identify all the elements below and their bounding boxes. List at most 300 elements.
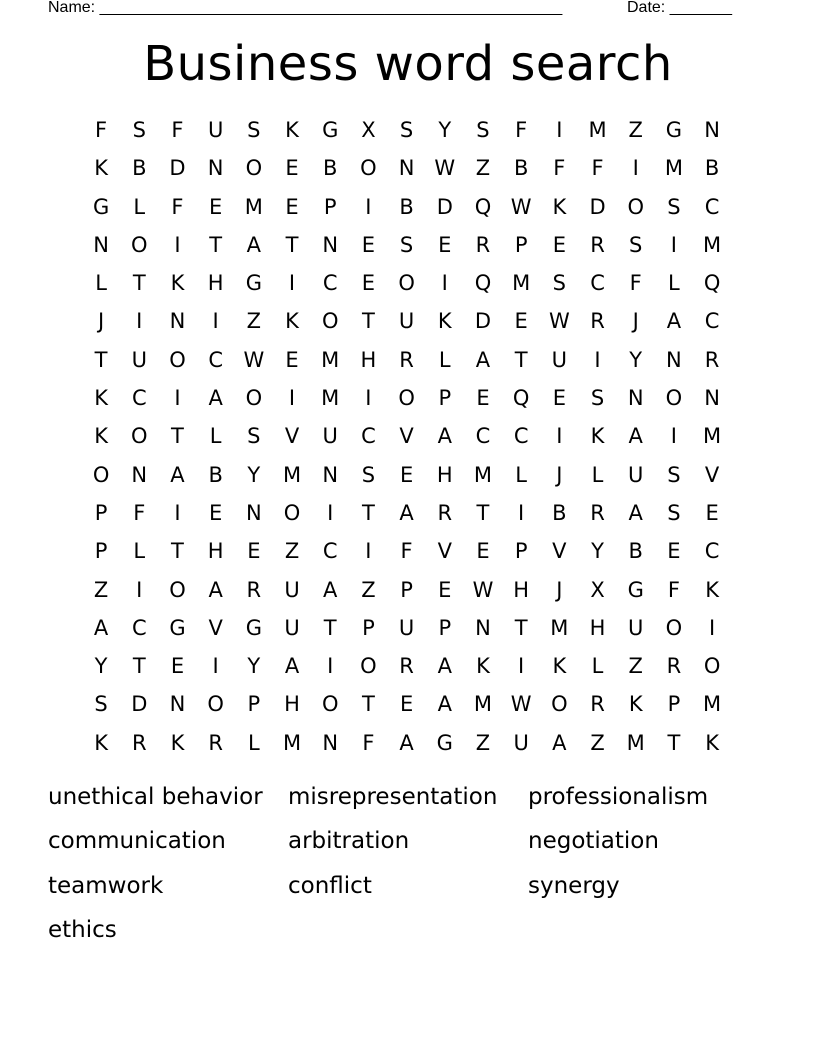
grid-letter: J (97, 309, 105, 334)
grid-letter: C (704, 194, 720, 219)
grid-letter: A (246, 232, 262, 257)
grid-letter: R (208, 730, 223, 755)
grid-letter: K (705, 577, 719, 602)
word-list-item: synergy (528, 872, 620, 899)
grid-letter: S (399, 118, 414, 142)
grid-letter: A (208, 386, 223, 411)
grid-letter: K (590, 424, 605, 449)
grid-letter: L (438, 347, 451, 372)
grid-letter: X (590, 577, 605, 602)
grid-letter: B (399, 194, 414, 219)
grid-letter: O (665, 615, 683, 640)
grid-letter: R (246, 577, 262, 602)
grid-letter: V (552, 539, 567, 564)
grid-letter: I (632, 156, 639, 181)
grid-letter: I (365, 194, 372, 219)
grid-letter: S (552, 271, 567, 296)
grid-letter: K (285, 309, 299, 334)
grid-letter: M (321, 347, 340, 372)
grid-letter: R (590, 500, 605, 525)
grid-letter: R (590, 309, 605, 334)
grid-letter: E (361, 271, 376, 296)
grid-letter: N (245, 500, 262, 525)
grid-letter: T (323, 615, 337, 640)
grid-letter: T (667, 730, 681, 755)
grid-letter: Z (284, 539, 300, 564)
word-list-item: unethical behavior (48, 784, 263, 810)
word-list-item: teamwork (48, 872, 164, 899)
grid-letter: O (321, 692, 339, 717)
grid-letter: N (666, 347, 682, 372)
grid-letter: G (436, 730, 453, 755)
grid-letter: U (628, 615, 644, 640)
grid-letter: P (247, 692, 261, 717)
grid-letter: I (365, 386, 372, 411)
grid-letter: E (438, 232, 452, 257)
grid-letter: F (553, 156, 566, 181)
grid-letter: F (515, 118, 528, 142)
grid-letter: E (209, 500, 223, 525)
grid-letter: S (476, 118, 490, 142)
grid-letter: M (473, 692, 493, 717)
grid-letter: O (360, 156, 377, 181)
grid-letter: Z (475, 730, 491, 755)
grid-letter: P (438, 615, 452, 640)
grid-letter: C (208, 347, 223, 372)
grid-letter: U (513, 730, 529, 755)
grid-letter: M (244, 194, 263, 219)
grid-letter: K (628, 692, 643, 717)
grid-letter: K (705, 730, 719, 755)
grid-letter: Y (591, 539, 604, 564)
word-list-item: arbitration (288, 828, 410, 855)
grid-letter: O (131, 232, 148, 257)
grid-letter: U (131, 347, 147, 372)
name-field-label: Name: ____________________________________________________ (48, 0, 563, 16)
grid-letter: Y (247, 462, 261, 487)
grid-letter: B (628, 539, 643, 564)
grid-letter: N (322, 730, 339, 755)
grid-letter: T (132, 654, 146, 679)
grid-letter: W (510, 692, 532, 717)
word-list (48, 778, 768, 955)
grid-letter: A (437, 424, 452, 449)
grid-letter: A (323, 577, 338, 602)
grid-letter: K (170, 271, 185, 296)
word-list-item: negotiation (528, 828, 659, 855)
grid-letter: M (282, 462, 302, 487)
grid-letter: C (704, 309, 720, 334)
grid-letter: T (171, 539, 184, 564)
grid-letter: L (209, 424, 222, 449)
grid-letter: P (667, 692, 681, 717)
grid-letter: L (591, 462, 604, 487)
grid-letter: Z (475, 156, 491, 181)
grid-letter: Q (474, 194, 492, 219)
grid-letter: J (556, 577, 563, 602)
grid-letter: O (283, 500, 301, 525)
grid-letter: N (627, 386, 644, 411)
grid-letter: Y (247, 654, 261, 679)
grid-letter: F (362, 730, 375, 755)
grid-letter: O (207, 692, 224, 717)
grid-letter: S (94, 692, 108, 717)
grid-letter: G (627, 577, 644, 602)
grid-letter: R (666, 654, 682, 679)
grid-letter: G (245, 615, 262, 640)
grid-letter: Y (94, 654, 108, 679)
grid-letter: G (665, 118, 683, 142)
grid-letter: G (169, 615, 186, 640)
grid-letter: V (208, 615, 223, 640)
grid-letter: A (475, 347, 491, 372)
grid-letter: O (665, 386, 683, 411)
grid-letter: P (514, 232, 528, 257)
grid-letter: C (590, 271, 605, 296)
grid-letter: K (94, 386, 108, 411)
grid-letter: A (399, 730, 414, 755)
grid-letter: I (556, 118, 563, 142)
grid-letter: D (169, 156, 186, 181)
grid-letter: T (171, 424, 184, 449)
grid-letter: Q (512, 386, 530, 411)
grid-letter: E (285, 156, 299, 181)
grid-letter: M (703, 692, 722, 717)
grid-letter: K (94, 730, 108, 755)
grid-letter: B (552, 500, 567, 525)
grid-letter: U (207, 118, 224, 142)
grid-letter: E (247, 539, 261, 564)
grid-letter: W (434, 156, 456, 181)
grid-letter: O (169, 577, 186, 602)
grid-letter: F (629, 271, 642, 296)
grid-letter: Z (590, 730, 605, 755)
grid-letter: E (552, 232, 566, 257)
grid-letter: M (550, 615, 569, 640)
grid-letter: E (552, 386, 566, 411)
grid-letter: T (94, 347, 108, 372)
grid-letter: Z (628, 118, 643, 142)
grid-letter: R (590, 692, 605, 717)
grid-letter: W (472, 577, 494, 602)
grid-letter: I (670, 232, 677, 257)
grid-letter: M (321, 386, 340, 411)
grid-letter: E (438, 577, 452, 602)
grid-letter: I (288, 271, 296, 296)
grid-letter: S (667, 194, 681, 219)
grid-letter: P (438, 386, 452, 411)
grid-letter: F (95, 118, 108, 142)
grid-letter: P (362, 615, 375, 640)
grid-letter: D (589, 194, 606, 219)
grid-letter: I (441, 271, 448, 296)
grid-letter: C (131, 615, 147, 640)
grid-letter: R (475, 232, 491, 257)
grid-letter: O (245, 156, 263, 181)
grid-letter: L (247, 730, 260, 755)
grid-letter: C (322, 271, 338, 296)
grid-letter: U (398, 615, 415, 640)
grid-letter: T (209, 232, 223, 257)
grid-letter: F (171, 118, 184, 142)
grid-letter: V (704, 462, 720, 487)
grid-letter: L (133, 539, 146, 564)
grid-letter: O (321, 309, 339, 334)
grid-letter: O (703, 654, 721, 679)
grid-letter: F (667, 577, 680, 602)
grid-letter: F (591, 156, 604, 181)
grid-letter: M (664, 156, 683, 181)
grid-letter: V (399, 424, 414, 449)
grid-letter: E (476, 386, 490, 411)
grid-letter: D (474, 309, 492, 334)
grid-letter: N (131, 462, 148, 487)
grid-letter: E (705, 500, 719, 525)
grid-letter: I (136, 309, 143, 334)
grid-letter: I (594, 347, 601, 372)
grid-letter: H (207, 271, 224, 296)
grid-letter: V (437, 539, 452, 564)
grid-letter: E (285, 194, 299, 219)
grid-letter: F (400, 539, 413, 564)
grid-letter: K (170, 730, 185, 755)
grid-letter: D (436, 194, 453, 219)
grid-letter: C (513, 424, 529, 449)
grid-letter: J (556, 462, 563, 487)
grid-letter: G (245, 271, 262, 296)
grid-letter: T (514, 347, 528, 372)
grid-letter: P (94, 539, 108, 564)
grid-letter: W (548, 309, 570, 334)
grid-letter: K (552, 194, 567, 219)
grid-letter: T (132, 271, 146, 296)
grid-letter: X (361, 118, 376, 142)
grid-letter: B (704, 156, 720, 181)
grid-letter: E (667, 539, 681, 564)
grid-letter: I (174, 386, 181, 411)
grid-letter: E (285, 347, 299, 372)
grid-letter: Z (93, 577, 109, 602)
grid-letter: R (704, 347, 720, 372)
grid-letter: I (174, 232, 181, 257)
grid-letter: N (322, 232, 339, 257)
grid-letter: F (171, 194, 184, 219)
grid-letter: P (94, 500, 108, 525)
grid-letter: B (132, 156, 147, 181)
grid-letter: Q (703, 271, 721, 296)
grid-letter: E (399, 692, 414, 717)
grid-letter: M (703, 232, 722, 257)
word-list-item: ethics (48, 916, 117, 943)
grid-letter: K (94, 424, 108, 449)
grid-letter: M (473, 462, 493, 487)
grid-letter: E (514, 309, 528, 334)
grid-letter: E (361, 232, 376, 257)
grid-letter: E (209, 194, 223, 219)
grid-letter: A (208, 577, 223, 602)
grid-letter: O (627, 194, 644, 219)
grid-letter: R (399, 347, 414, 372)
grid-letter: H (284, 692, 300, 717)
grid-letter: I (365, 539, 372, 564)
grid-letter: L (95, 271, 107, 296)
grid-letter: E (399, 462, 414, 487)
grid-letter: D (131, 692, 148, 717)
grid-letter: H (513, 577, 530, 602)
grid-letter: S (667, 500, 681, 525)
grid-letter: U (398, 309, 415, 334)
grid-letter: A (284, 654, 300, 679)
grid-letter: M (588, 118, 607, 142)
grid-letter: S (132, 118, 146, 142)
grid-letter: I (212, 309, 219, 334)
grid-letter: I (556, 424, 563, 449)
grid-letter: I (327, 654, 334, 679)
date-field-label: Date: _______ (627, 0, 732, 16)
grid-letter: R (131, 730, 147, 755)
grid-letter: A (170, 462, 185, 487)
grid-letter: Y (438, 118, 452, 142)
grid-letter: A (552, 730, 567, 755)
grid-letter: R (399, 654, 414, 679)
grid-letter: N (169, 692, 186, 717)
grid-letter: R (437, 500, 453, 525)
grid-letter: N (704, 118, 720, 142)
grid-letter: P (323, 194, 337, 219)
grid-letter: I (708, 615, 716, 640)
grid-letter: A (628, 500, 643, 525)
grid-letter: Z (246, 309, 262, 334)
grid-letter: J (632, 309, 639, 334)
grid-letter: M (626, 730, 645, 755)
grid-letter: N (398, 156, 415, 181)
grid-letter: V (284, 424, 300, 449)
grid-letter: U (284, 577, 300, 602)
grid-letter: H (589, 615, 606, 640)
grid-letter: O (398, 271, 415, 296)
grid-letter: T (476, 500, 490, 525)
grid-letter: L (515, 462, 527, 487)
grid-letter: T (514, 615, 528, 640)
grid-letter: I (518, 654, 525, 679)
word-list-item: communication (48, 828, 226, 855)
grid-letter: B (208, 462, 223, 487)
grid-letter: P (514, 539, 528, 564)
grid-letter: I (670, 424, 677, 449)
grid-letter: G (322, 118, 339, 142)
grid-letter: A (93, 615, 109, 640)
grid-letter: H (360, 347, 377, 372)
grid-letter: U (551, 347, 568, 372)
grid-letter: W (510, 194, 532, 219)
grid-letter: C (361, 424, 376, 449)
grid-letter: W (243, 347, 265, 372)
grid-letter: B (323, 156, 338, 181)
grid-letter: S (590, 386, 605, 411)
grid-letter: N (475, 615, 491, 640)
grid-letter: I (288, 386, 296, 411)
grid-letter: U (322, 424, 338, 449)
grid-letter: Y (629, 347, 643, 372)
grid-letter: H (436, 462, 453, 487)
grid-letter: M (703, 424, 722, 449)
grid-letter: T (361, 309, 375, 334)
grid-letter: A (437, 692, 452, 717)
grid-letter: O (169, 347, 186, 372)
grid-letter: K (437, 309, 452, 334)
grid-letter: H (207, 539, 224, 564)
grid-letter: I (136, 577, 143, 602)
grid-letter: C (475, 424, 491, 449)
grid-letter: S (247, 424, 261, 449)
grid-letter: K (94, 156, 108, 181)
grid-letter: N (207, 156, 224, 181)
grid-letter: O (398, 386, 415, 411)
grid-letter: L (668, 271, 680, 296)
grid-letter: L (591, 654, 604, 679)
grid-letter: K (552, 654, 567, 679)
grid-letter: S (247, 118, 261, 142)
grid-letter: O (92, 462, 110, 487)
grid-letter: M (282, 730, 302, 755)
grid-letter: K (476, 654, 490, 679)
word-list-item: professionalism (528, 784, 709, 810)
grid-letter: R (590, 232, 605, 257)
grid-letter: N (169, 309, 186, 334)
grid-letter: C (131, 386, 147, 411)
grid-letter: N (322, 462, 339, 487)
grid-letter: S (667, 462, 681, 487)
grid-letter: C (704, 539, 720, 564)
grid-letter: Z (361, 577, 376, 602)
grid-letter: K (285, 118, 299, 142)
grid-letter: Q (474, 271, 492, 296)
grid-letter: T (285, 232, 299, 257)
grid-letter: G (92, 194, 110, 219)
letter-grid (82, 111, 731, 762)
grid-letter: O (360, 654, 377, 679)
grid-letter: B (513, 156, 529, 181)
grid-letter: S (399, 232, 414, 257)
grid-letter: I (327, 500, 334, 525)
grid-letter: A (628, 424, 643, 449)
grid-letter: I (174, 500, 181, 525)
grid-letter: U (628, 462, 644, 487)
grid-letter: C (322, 539, 338, 564)
grid-letter: A (399, 500, 414, 525)
grid-letter: E (476, 539, 490, 564)
grid-letter: L (133, 194, 146, 219)
grid-letter: I (212, 654, 219, 679)
grid-letter: T (361, 692, 375, 717)
grid-letter: A (437, 654, 452, 679)
word-list-item: misrepresentation (288, 784, 498, 810)
page-title: Business word search (143, 36, 673, 92)
grid-letter: S (629, 232, 643, 257)
grid-letter: T (361, 500, 375, 525)
grid-letter: S (361, 462, 376, 487)
grid-letter: P (400, 577, 413, 602)
grid-letter: U (284, 615, 300, 640)
grid-letter: N (93, 232, 109, 257)
word-list-item: conflict (288, 872, 372, 899)
grid-letter: A (666, 309, 682, 334)
grid-letter: I (518, 500, 525, 525)
grid-letter: M (512, 271, 531, 296)
grid-letter: O (245, 386, 263, 411)
grid-letter: F (133, 500, 146, 525)
grid-letter: O (551, 692, 568, 717)
